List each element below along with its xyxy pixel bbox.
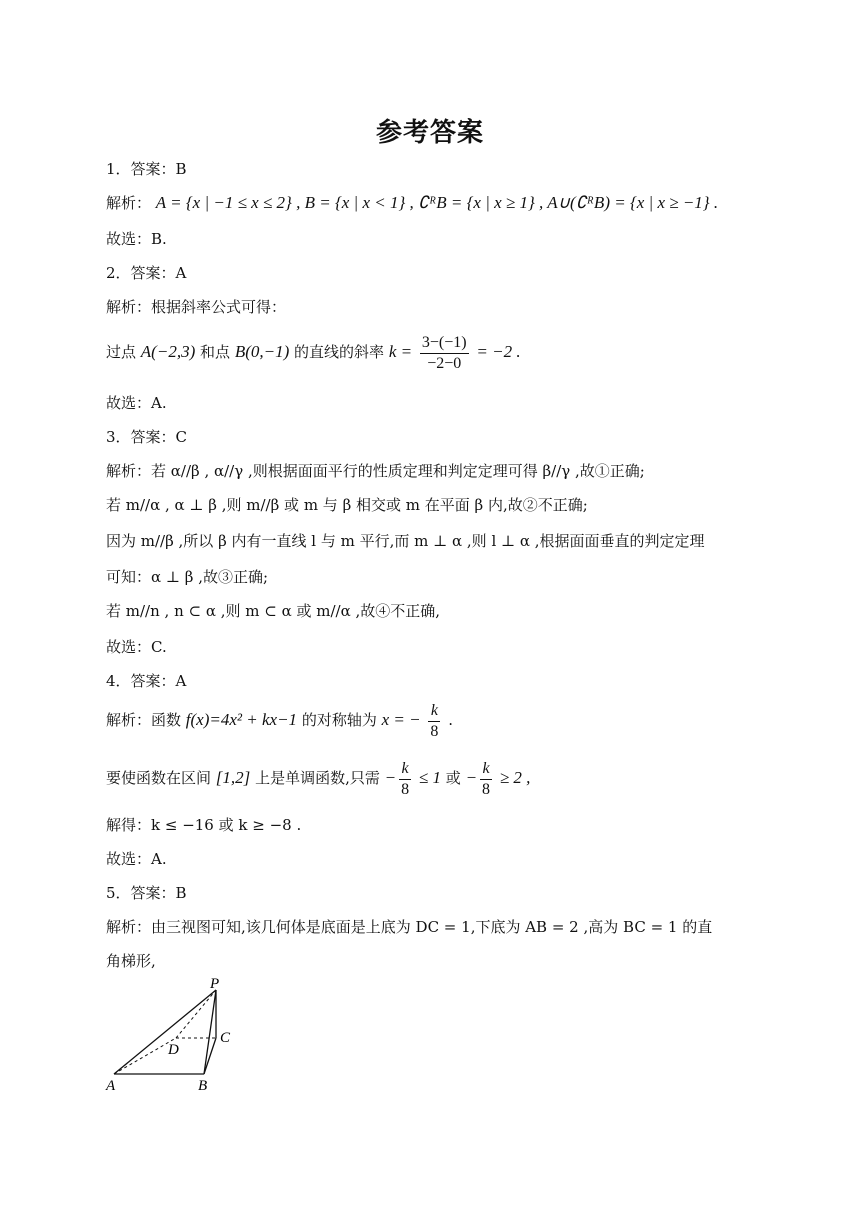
q1-conclusion: 故选：B.: [106, 230, 167, 248]
q3-line2: 若 m//α , α ⊥ β ,则 m//β 或 m 与 β 相交或 m 在平面 β 内,故②不正确;: [106, 496, 588, 514]
q4-line1-prefix: 解析：函数: [106, 711, 182, 729]
pyramid-diagram: [100, 976, 250, 1096]
label-a: A: [106, 1078, 116, 1094]
q2-line-prefix: 过点: [106, 343, 137, 361]
q4-line1-x: x = −: [381, 710, 421, 729]
q1-analysis-prefix: 解析：: [106, 194, 152, 212]
q4-interval: [1,2]: [215, 768, 251, 787]
edge-pb: [204, 990, 216, 1074]
q4-line2: 要使函数在区间 [1,2] 上是单调函数,只需 − $\frac{k}{8}$ ≤ 1 或 − $\frac{k}{8}$ ≥ 2 ,: [106, 759, 531, 798]
q2-point-a: A(−2,3): [140, 342, 196, 361]
q4-line2-prefix: 要使函数在区间: [106, 769, 212, 787]
q4-line2-mid: 上是单调函数,只需: [255, 769, 380, 787]
q4-line1-mid: 的对称轴为: [301, 711, 377, 729]
q5-line2: 角梯形,: [106, 952, 156, 970]
edge-pa: [114, 990, 216, 1074]
q3-line3: 因为 m//β ,所以 β 内有一直线 l 与 m 平行,而 m ⊥ α ,则 l ⊥ α ,根据面面垂直的判定定理: [106, 532, 705, 550]
q4-line1-func: f(x)=4x² + kx−1: [185, 710, 298, 729]
geometry-figure: [100, 976, 250, 1096]
q2-analysis: 解析：根据斜率公式可得：: [106, 298, 287, 316]
q4-solve: 解得：k ≤ −16 或 k ≥ −8 .: [106, 816, 302, 834]
q5-line1: 解析：由三视图可知,该几何体是底面是上底为 DC = 1,下底为 AB = 2 ,高为 BC = 1 的直: [106, 918, 713, 936]
label-p: P: [210, 976, 220, 992]
q1-analysis-math: A = {x | −1 ≤ x ≤ 2} , B = {x | x < 1} , ∁ᴿB = {x | x ≥ 1} , A∪(∁ᴿB) = {x | x ≥ −1} .: [155, 193, 719, 212]
edge-bc: [204, 1038, 216, 1074]
q4-cond2-k: k: [480, 759, 492, 780]
page-title: 参考答案: [375, 118, 484, 148]
q1-answer: 1．答案：B: [106, 160, 187, 178]
q2-answer: 2．答案：A: [106, 264, 187, 282]
q2-conclusion: 故选：A.: [106, 394, 167, 412]
q4-cond1-tail: ≤ 1: [418, 768, 441, 787]
q4-cond1-8: 8: [401, 780, 410, 798]
q2-slope-text: 的直线的斜率: [294, 343, 385, 361]
q4-axis-fraction: [428, 701, 440, 742]
q4-conclusion: 故选：A.: [106, 850, 167, 868]
q4-line1: 解析：函数 f(x)=4x² + kx−1 的对称轴为 x = − $\frac{k}{8}$ .: [106, 701, 453, 740]
q4-cond1-k: k: [399, 759, 411, 780]
q4-frac-k: k: [428, 701, 440, 722]
q3-line4: 可知：α ⊥ β ,故③正确;: [106, 568, 269, 586]
q4-frac-8: 8: [430, 722, 439, 740]
label-d: D: [168, 1042, 179, 1058]
q1-analysis: [106, 192, 718, 214]
q2-slope-fraction: [420, 333, 469, 374]
q3-answer: 3．答案：C: [106, 428, 188, 446]
q2-point-b: B(0,−1): [234, 342, 290, 361]
q3-line5: 若 m//n , n ⊂ α ,则 m ⊂ α 或 m//α ,故④不正确,: [106, 602, 441, 620]
q4-cond2-fraction: [480, 759, 492, 800]
q4-cond1-fraction: [399, 759, 411, 800]
q3-conclusion: 故选：C.: [106, 638, 167, 656]
q4-answer: 4．答案：A: [106, 672, 187, 690]
q2-result: = −2 .: [476, 342, 521, 361]
q4-or: 或: [445, 769, 461, 787]
q3-line1: 解析：若 α//β , α//γ ,则根据面面平行的性质定理和判定定理可得 β//γ ,故①正确;: [106, 462, 645, 480]
q5-answer: 5．答案：B: [106, 884, 187, 902]
label-b: B: [198, 1078, 208, 1094]
q2-slope-line: [106, 330, 521, 374]
q4-cond2-tail: ≥ 2 ,: [499, 768, 531, 787]
label-c: C: [220, 1030, 231, 1046]
q2-k-eq: k =: [388, 342, 413, 361]
q2-mid-text: 和点: [200, 343, 231, 361]
q4-cond2-8: 8: [482, 780, 491, 798]
edge-ad: [114, 1038, 176, 1074]
q2-frac-num: 3−(−1): [420, 333, 469, 354]
q2-frac-den: −2−0: [427, 354, 462, 372]
